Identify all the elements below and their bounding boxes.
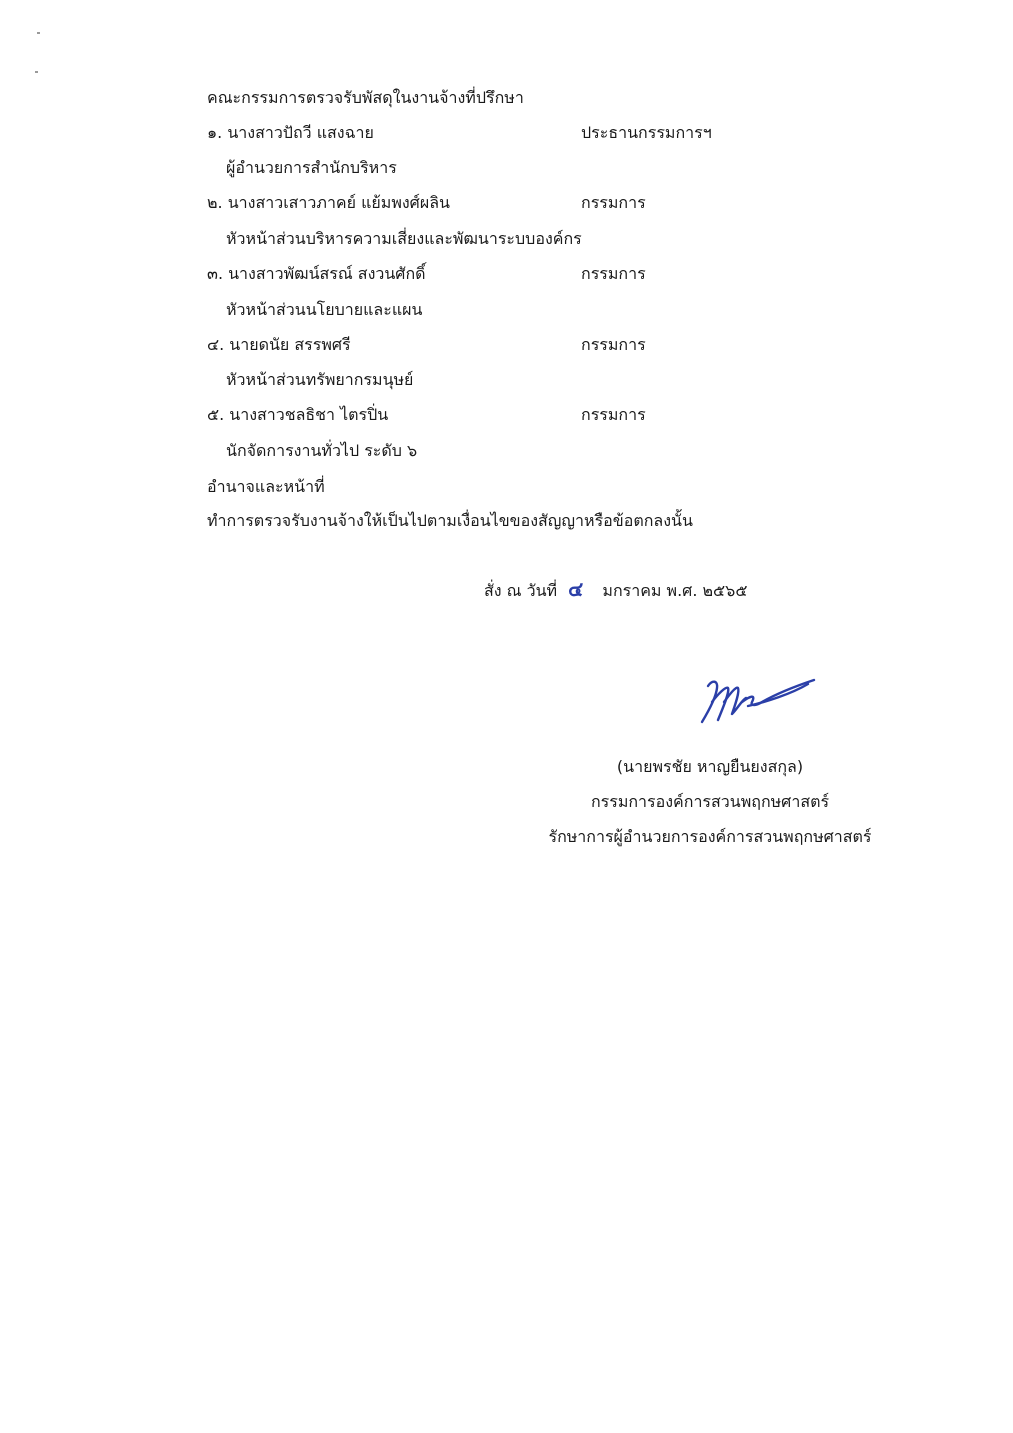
member-name: ๔. นายดนัย สรรพศรี (207, 335, 351, 354)
member-position: นักจัดการงานทั่วไป ระดับ ๖ (226, 441, 418, 460)
date-month-year: มกราคม พ.ศ. ๒๕๖๕ (602, 581, 748, 600)
signatory-acting-title: รักษาการผู้อำนวยการองค์การสวนพฤกษศาสตร์ (548, 827, 872, 846)
member-name: ๕. นางสาวชลธิชา ไตรปิ่น (207, 405, 389, 424)
member-role: กรรมการ (581, 264, 646, 283)
scan-speck (37, 32, 40, 34)
handwritten-signature-icon (696, 672, 818, 728)
member-role: กรรมการ (581, 405, 646, 424)
duty-heading: อำนาจและหน้าที่ (207, 477, 325, 496)
date-prefix: สั่ง ณ วันที่ (484, 581, 558, 600)
member-role: กรรมการ (581, 335, 646, 354)
member-position: หัวหน้าส่วนนโยบายและแผน (226, 300, 423, 319)
committee-heading: คณะกรรมการตรวจรับพัสดุในงานจ้างที่ปรึกษา (207, 88, 524, 107)
duty-text: ทำการตรวจรับงานจ้างให้เป็นไปตามเงื่อนไขของสัญญาหรือข้อตกลงนั้น (207, 511, 693, 530)
member-name: ๓. นางสาวพัฒน์สรณ์ สงวนศักดิ์ (207, 264, 426, 283)
signatory-name: (นายพรชัย หาญยืนยงสกุล) (616, 757, 804, 776)
member-role: กรรมการ (581, 193, 646, 212)
member-position: หัวหน้าส่วนบริหารความเสี่ยงและพัฒนาระบบองค์กร (226, 229, 582, 248)
signatory-title: กรรมการองค์การสวนพฤกษศาสตร์ (590, 792, 830, 811)
member-position: ผู้อำนวยการสำนักบริหาร (226, 158, 397, 177)
member-name: ๒. นางสาวเสาวภาคย์ แย้มพงศ์ผลิน (207, 193, 450, 212)
member-role: ประธานกรรมการฯ (581, 123, 712, 142)
date-day-handwritten: ๔ (568, 577, 584, 601)
member-position: หัวหน้าส่วนทรัพยากรมนุษย์ (226, 370, 414, 389)
order-date (484, 579, 747, 601)
scan-speck (35, 71, 38, 73)
member-name: ๑. นางสาวปัถวี แสงฉาย (207, 123, 374, 142)
